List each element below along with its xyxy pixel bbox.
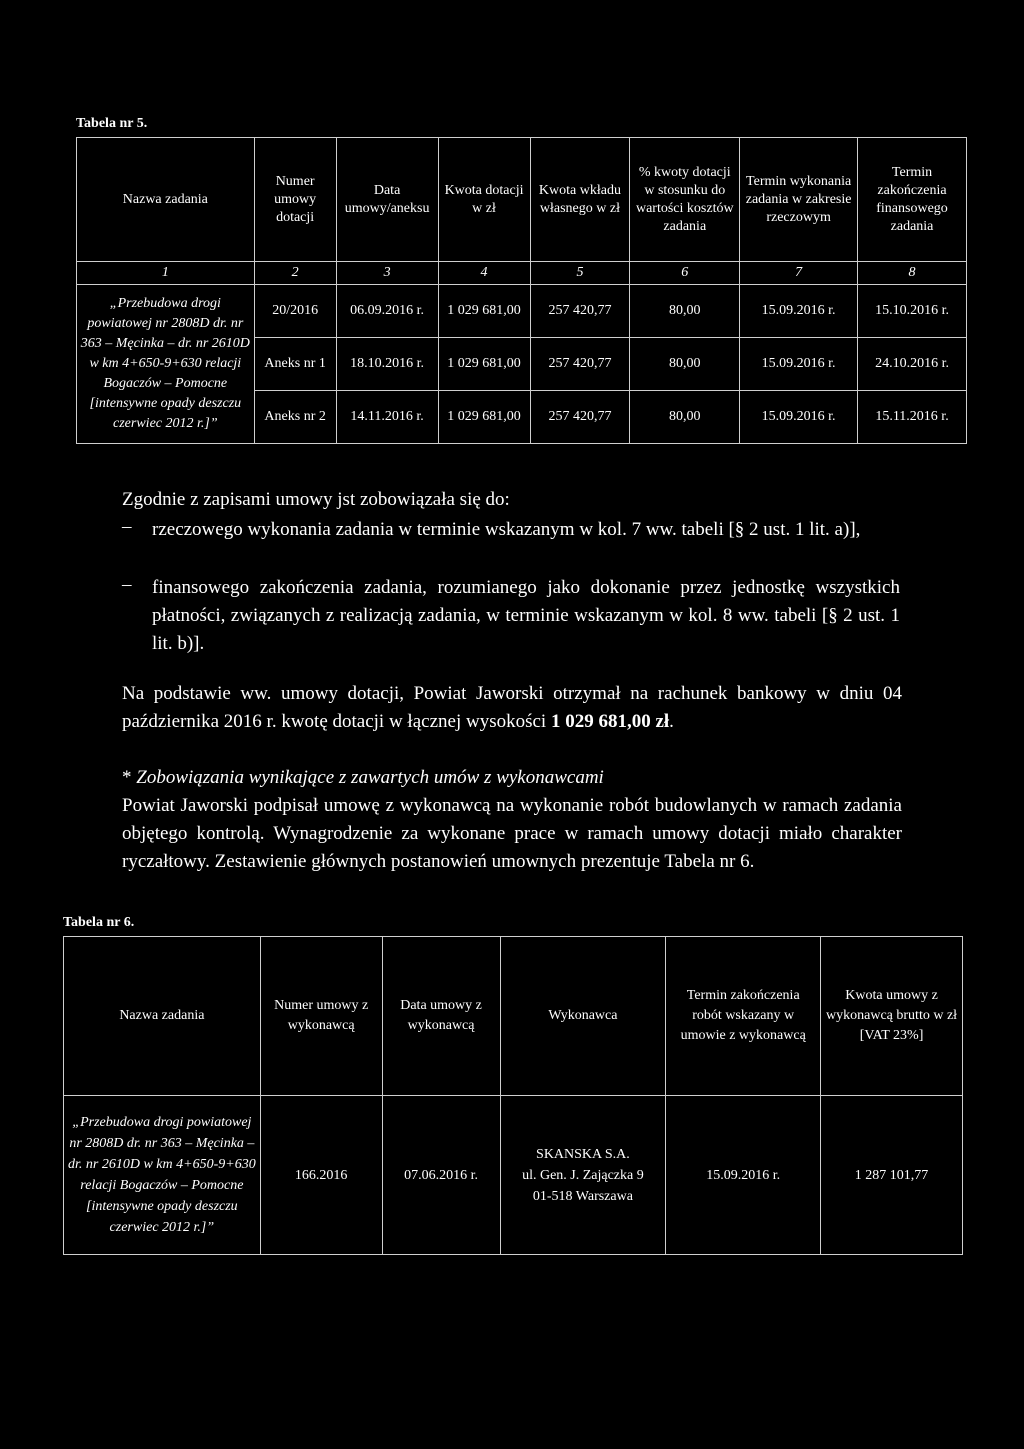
- t5-header-task-name: Nazwa zadania: [77, 138, 255, 262]
- t5-cell: 15.09.2016 r.: [740, 391, 858, 444]
- table6-label: Tabela nr 6.: [63, 915, 135, 930]
- t5-colnum: 8: [858, 262, 967, 285]
- t5-header-grant-amount: Kwota dotacji w zł: [438, 138, 530, 262]
- t5-cell: 257 420,77: [530, 391, 630, 444]
- t5-cell: 20/2016: [254, 285, 336, 338]
- heading-italic: Zobowiązania wynikające z zawartych umów z wykonawcami: [136, 767, 604, 788]
- bullet-dash: –: [122, 516, 132, 537]
- contractor-name: SKANSKA S.A.: [536, 1146, 630, 1162]
- t5-cell: 18.10.2016 r.: [336, 338, 438, 391]
- commitment-bullet-2: finansowego zakończenia zadania, rozumianego jako dokonanie przez jednostkę wszystkich płatności, związanych z realizacją zadania, w terminie wskazanym w kol. 8 ww. tabeli [§ 2 ust. 1 lit. b)].: [152, 577, 900, 654]
- t6-header-contractor: Wykonawca: [500, 937, 666, 1096]
- t5-colnum: 2: [254, 262, 336, 285]
- t5-cell: 15.09.2016 r.: [740, 338, 858, 391]
- t5-colnum: 3: [336, 262, 438, 285]
- t5-colnum: 4: [438, 262, 530, 285]
- t6-header-end-date: Termin zakończenia robót wskazany w umowie z wykonawcą: [666, 937, 821, 1096]
- t6-end-date: 15.09.2016 r.: [666, 1096, 821, 1255]
- t5-cell: 257 420,77: [530, 338, 630, 391]
- table5-header-row: [77, 138, 967, 262]
- t5-cell: 06.09.2016 r.: [336, 285, 438, 338]
- t5-header-own-contribution: Kwota wkładu własnego w zł: [530, 138, 630, 262]
- t5-cell: 24.10.2016 r.: [858, 338, 967, 391]
- t5-cell: Aneks nr 2: [254, 391, 336, 444]
- t5-cell: 1 029 681,00: [438, 338, 530, 391]
- t6-header-amount: Kwota umowy z wykonawcą brutto w zł [VAT 23%]: [821, 937, 963, 1096]
- t6-header-task-name: Nazwa zadania: [64, 937, 261, 1096]
- commitment-bullet-1: rzeczowego wykonania zadania w terminie wskazanym w kol. 7 ww. tabeli [§ 2 ust. 1 lit. a)],: [152, 519, 861, 540]
- contractor-paragraph: Powiat Jaworski podpisał umowę z wykonawcą na wykonanie robót budowlanych w ramach zadania objętego kontrolą. Wynagrodzenie za wykonane prace w ramach umowy dotacji miało charakter ryczałtowy. Zestawienie głównych postanowień umownych prezentuje Tabela nr 6.: [122, 795, 902, 872]
- t5-colnum: 1: [77, 262, 255, 285]
- t6-header-contract-date: Data umowy z wykonawcą: [382, 937, 500, 1096]
- t5-header-percent: % kwoty dotacji w stosunku do wartości kosztów zadania: [630, 138, 740, 262]
- contractor-city: 01-518 Warszawa: [532, 1188, 633, 1204]
- t6-contract-no: 166.2016: [260, 1096, 382, 1255]
- table5: [76, 137, 967, 444]
- t5-cell: Aneks nr 1: [254, 338, 336, 391]
- table-row: [64, 1096, 963, 1255]
- commitments-intro: Zgodnie z zapisami umowy jst zobowiązała się do:: [122, 489, 510, 510]
- t5-cell: 15.10.2016 r.: [858, 285, 967, 338]
- t6-contractor: [500, 1096, 666, 1255]
- table6-header-row: [64, 937, 963, 1096]
- t5-header-date: Data umowy/aneksu: [336, 138, 438, 262]
- t5-header-financial-deadline: Termin zakończenia finansowego zadania: [858, 138, 967, 262]
- t5-cell: 80,00: [630, 338, 740, 391]
- t6-task-name: „Przebudowa drogi powiatowej nr 2808D dr. nr 363 – Męcinka – dr. nr 2610D w km 4+650-9+630 relacji Bogaczów – Pomocne [intensywne opady deszczu czerwiec 2012 r.]”: [64, 1096, 261, 1255]
- t6-amount: 1 287 101,77: [821, 1096, 963, 1255]
- t5-cell: 1 029 681,00: [438, 391, 530, 444]
- t6-contract-date: 07.06.2016 r.: [382, 1096, 500, 1255]
- table6: [63, 936, 963, 1255]
- t5-cell: 1 029 681,00: [438, 285, 530, 338]
- t5-colnum: 5: [530, 262, 630, 285]
- t5-cell: 15.09.2016 r.: [740, 285, 858, 338]
- t5-cell: 15.11.2016 r.: [858, 391, 967, 444]
- t5-colnum: 6: [630, 262, 740, 285]
- grant-paragraph: [122, 680, 902, 736]
- grant-end: .: [669, 711, 674, 732]
- table5-number-row: [77, 262, 967, 285]
- t5-colnum: 7: [740, 262, 858, 285]
- contractor-heading: [122, 764, 902, 792]
- t5-header-material-deadline: Termin wykonania zadania w zakresie rzeczowym: [740, 138, 858, 262]
- bullet-dash: –: [122, 574, 132, 595]
- t5-task-name: „Przebudowa drogi powiatowej nr 2808D dr. nr 363 – Męcinka – dr. nr 2610D w km 4+650-9+630 relacji Bogaczów – Pomocne [intensywne opady deszczu czerwiec 2012 r.]”: [77, 285, 255, 444]
- table5-label: Tabela nr 5.: [76, 116, 148, 131]
- contractor-street: ul. Gen. J. Zajączka 9: [522, 1167, 644, 1183]
- grant-amount: 1 029 681,00 zł: [550, 711, 670, 732]
- heading-star: *: [122, 767, 137, 788]
- table-row: [77, 285, 967, 338]
- grant-text: Na podstawie ww. umowy dotacji, Powiat Jaworski otrzymał na rachunek bankowy w dniu 04 października 2016 r. kwotę dotacji w łącznej wysokości: [122, 683, 902, 732]
- t6-header-contract-no: Numer umowy z wykonawcą: [260, 937, 382, 1096]
- t5-cell: 257 420,77: [530, 285, 630, 338]
- t5-header-contract-no: Numer umowy dotacji: [254, 138, 336, 262]
- t5-cell: 14.11.2016 r.: [336, 391, 438, 444]
- t5-cell: 80,00: [630, 285, 740, 338]
- t5-cell: 80,00: [630, 391, 740, 444]
